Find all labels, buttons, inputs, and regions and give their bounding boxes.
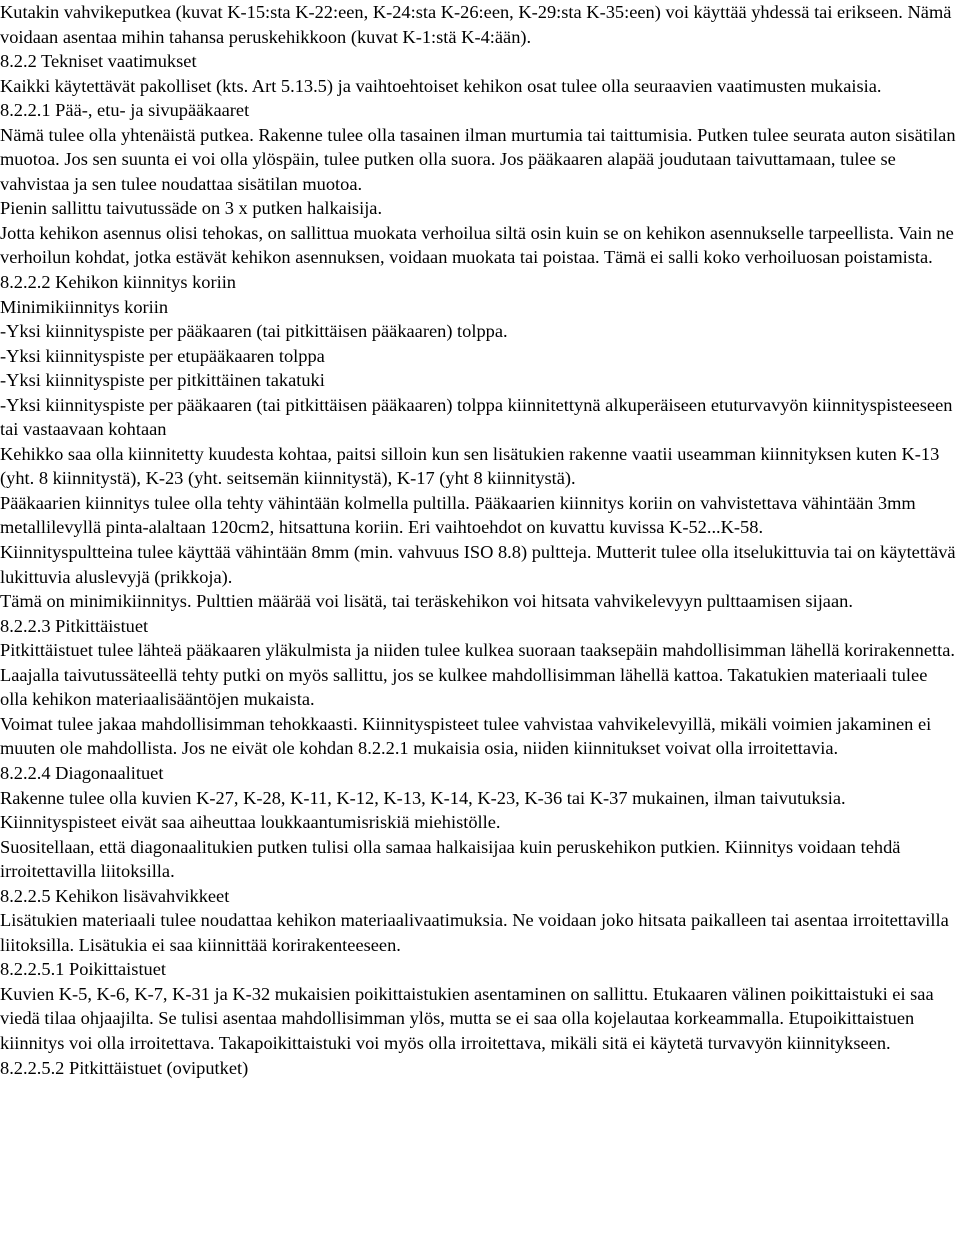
list-item-seatbelt-point-mounting: -Yksi kiinnityspiste per pääkaaren (tai pitkittäisen pääkaaren) tolppa kiinnitettynä alkuperäiseen etuturvavyön kiinnityspisteeseen tai vastaavaan kohtaan — [0, 394, 953, 440]
paragraph-longitudinal-stays: Pitkittäistuet tulee lähteä pääkaaren yläkulmista ja niiden tulee kulkea suoraan taaksepäin mahdollisimman lähellä korirakennetta. Laajalla taivutussäteellä tehty putki on myös sallittu, jos se kulkee mahdollisimman lähellä kattoa. Takatukien materiaali tulee olla kehikon materiaalisääntöjen mukaista. — [0, 640, 955, 710]
subheading-minimum-mounting: Minimikiinnitys koriin — [0, 296, 169, 317]
heading-8-2-2-1: 8.2.2.1 Pää-, etu- ja sivupääkaaret — [0, 100, 250, 121]
paragraph-diagonal-recommendation: Suositellaan, että diagonaalitukien putken tulisi olla samaa halkaisijaa kuin peruskehikon putkien. Kiinnitys voidaan tehdä irroitettavilla liitoksilla. — [0, 836, 901, 882]
list-item-main-hoop-mounting: -Yksi kiinnityspiste per pääkaaren (tai pitkittäisen pääkaaren) tolppa. — [0, 321, 508, 342]
heading-8-2-2-4: 8.2.2.4 Diagonaalituet — [0, 762, 164, 783]
paragraph-additional-reinforcements: Lisätukien materiaali tulee noudattaa kehikon materiaalivaatimuksia. Ne voidaan joko hitsata paikalleen tai asentaa irroitettavilla liitoksilla. Lisätukia ei saa kiinnittää korirakenteeseen. — [0, 910, 949, 955]
paragraph-roll-cage-reinforcements-intro: Kutakin vahvikeputkea (kuvat K-15:sta K-22:een, K-24:sta K-26:een, K-29:sta K-35:een) voi käyttää yhdessä tai erikseen. Nämä voidaan asentaa mihin tahansa peruskehikkoon (kuvat K-1:stä K-4:ään). — [0, 2, 952, 47]
heading-8-2-2-2: 8.2.2.2 Kehikon kiinnitys koriin — [0, 272, 237, 293]
paragraph-force-distribution: Voimat tulee jakaa mahdollisimman tehokkaasti. Kiinnityspisteet tulee vahvistaa vahvikelevyillä, mikäli voimien jakaminen ei muuten ole mahdollista. Jos ne eivät ole kohdan 8.2.2.1 mukaisia osia, niiden kiinnitukset voivat olla irroitettavia. — [0, 713, 932, 759]
heading-8-2-2: 8.2.2 Tekniset vaatimukset — [0, 51, 197, 72]
paragraph-bolt-count-plates: Pääkaarien kiinnitys tulee olla tehty vähintään kolmella pultilla. Pääkaarien kiinnitys koriin on vahvistettava vähintään 3mm metallilevyllä pinta-alaltaan 120cm2, hitsattuna koriin. Eri vaihtoehdot on kuvattu kuvissa K-52...K-58. — [0, 492, 916, 538]
list-item-front-hoop-mounting: -Yksi kiinnityspiste per etupääkaaren tolppa — [0, 345, 325, 366]
list-item-rear-stay-mounting: -Yksi kiinnityspiste per pitkittäinen takatuki — [0, 370, 325, 391]
paragraph-bend-radius: Pienin sallittu taivutussäde on 3 x putken halkaisija. — [0, 198, 383, 219]
paragraph-mandatory-parts: Kaikki käytettävät pakolliset (kts. Art 5.13.5) ja vaihtoehtoiset kehikon osat tulee olla seuraavien vaatimusten mukaisia. — [0, 75, 882, 96]
paragraph-bolt-specification: Kiinnityspultteina tulee käyttää vähintään 8mm (min. vahvuus ISO 8.8) pultteja. Mutterit tulee olla itselukittuvia tai on käytettävä lukittuvia aluslevyjä (prikkoja). — [0, 542, 956, 587]
paragraph-six-mounting-points: Kehikko saa olla kiinnitetty kuudesta kohtaa, paitsi silloin kun sen lisätukien rakenne vaatii useamman kiinnityksen kuten K-13 (yht. 8 kiinnitystä), K-23 (yht. seitsemän kiinnitystä), K-17 (yht 8 kiinnitystä). — [0, 443, 940, 489]
heading-8-2-2-3: 8.2.2.3 Pitkittäistuet — [0, 615, 149, 636]
heading-8-2-2-5: 8.2.2.5 Kehikon lisävahvikkeet — [0, 885, 230, 906]
heading-8-2-2-5-1: 8.2.2.5.1 Poikittaistuet — [0, 959, 167, 980]
paragraph-transverse-stays: Kuvien K-5, K-6, K-7, K-31 ja K-32 mukaisien poikittaistukien asentaminen on sallittu. Etukaaren välinen poikittaistuki ei saa viedä tilaa ohjaajilta. Se tulisi asentaa mahdollisimman ylös, mutta se ei saa olla kojelautaa korkeammalla. Etupoikittaistuen kiinnitys voi olla irroitettava. Takapoikittaistuki voi myös olla irroitettava, mikäli sitä ei käytetä turvavyön kiinnitykseen. — [0, 983, 934, 1053]
paragraph-minimum-mounting-note: Tämä on minimikiinnitys. Pulttien määrää voi lisätä, tai teräskehikon voi hitsata vahvikelevyyn pulttaamisen sijaan. — [0, 591, 853, 612]
paragraph-trim-modification: Jotta kehikon asennus olisi tehokas, on sallittua muokata verhoilua siltä osin kuin se on kehikon asennukselle tarpeellista. Vain ne verhoilun kohdat, jotka estävät kehikon asennuksen, voidaan muokata tai poistaa. Tämä ei salli koko verhoiluosan poistamista. — [0, 222, 954, 268]
paragraph-main-hoop-requirements: Nämä tulee olla yhtenäistä putkea. Rakenne tulee olla tasainen ilman murtumia tai taittumisia. Putken tulee seurata auton sisätilan muotoa. Jos sen suunta ei voi olla ylöspäin, tulee putken olla suora. Jos pääkaaren alapää joudutaan taivuttamaan, tulee se vahvistaa ja sen tulee noudattaa sisätilan muotoa. — [0, 124, 956, 194]
paragraph-diagonal-structure: Rakenne tulee olla kuvien K-27, K-28, K-11, K-12, K-13, K-14, K-23, K-36 tai K-37 mukainen, ilman taivutuksia. Kiinnityspisteet eivät saa aiheuttaa loukkaantumisriskiä miehistölle. — [0, 787, 846, 833]
heading-8-2-2-5-2: 8.2.2.5.2 Pitkittäistuet (oviputket) — [0, 1057, 249, 1078]
